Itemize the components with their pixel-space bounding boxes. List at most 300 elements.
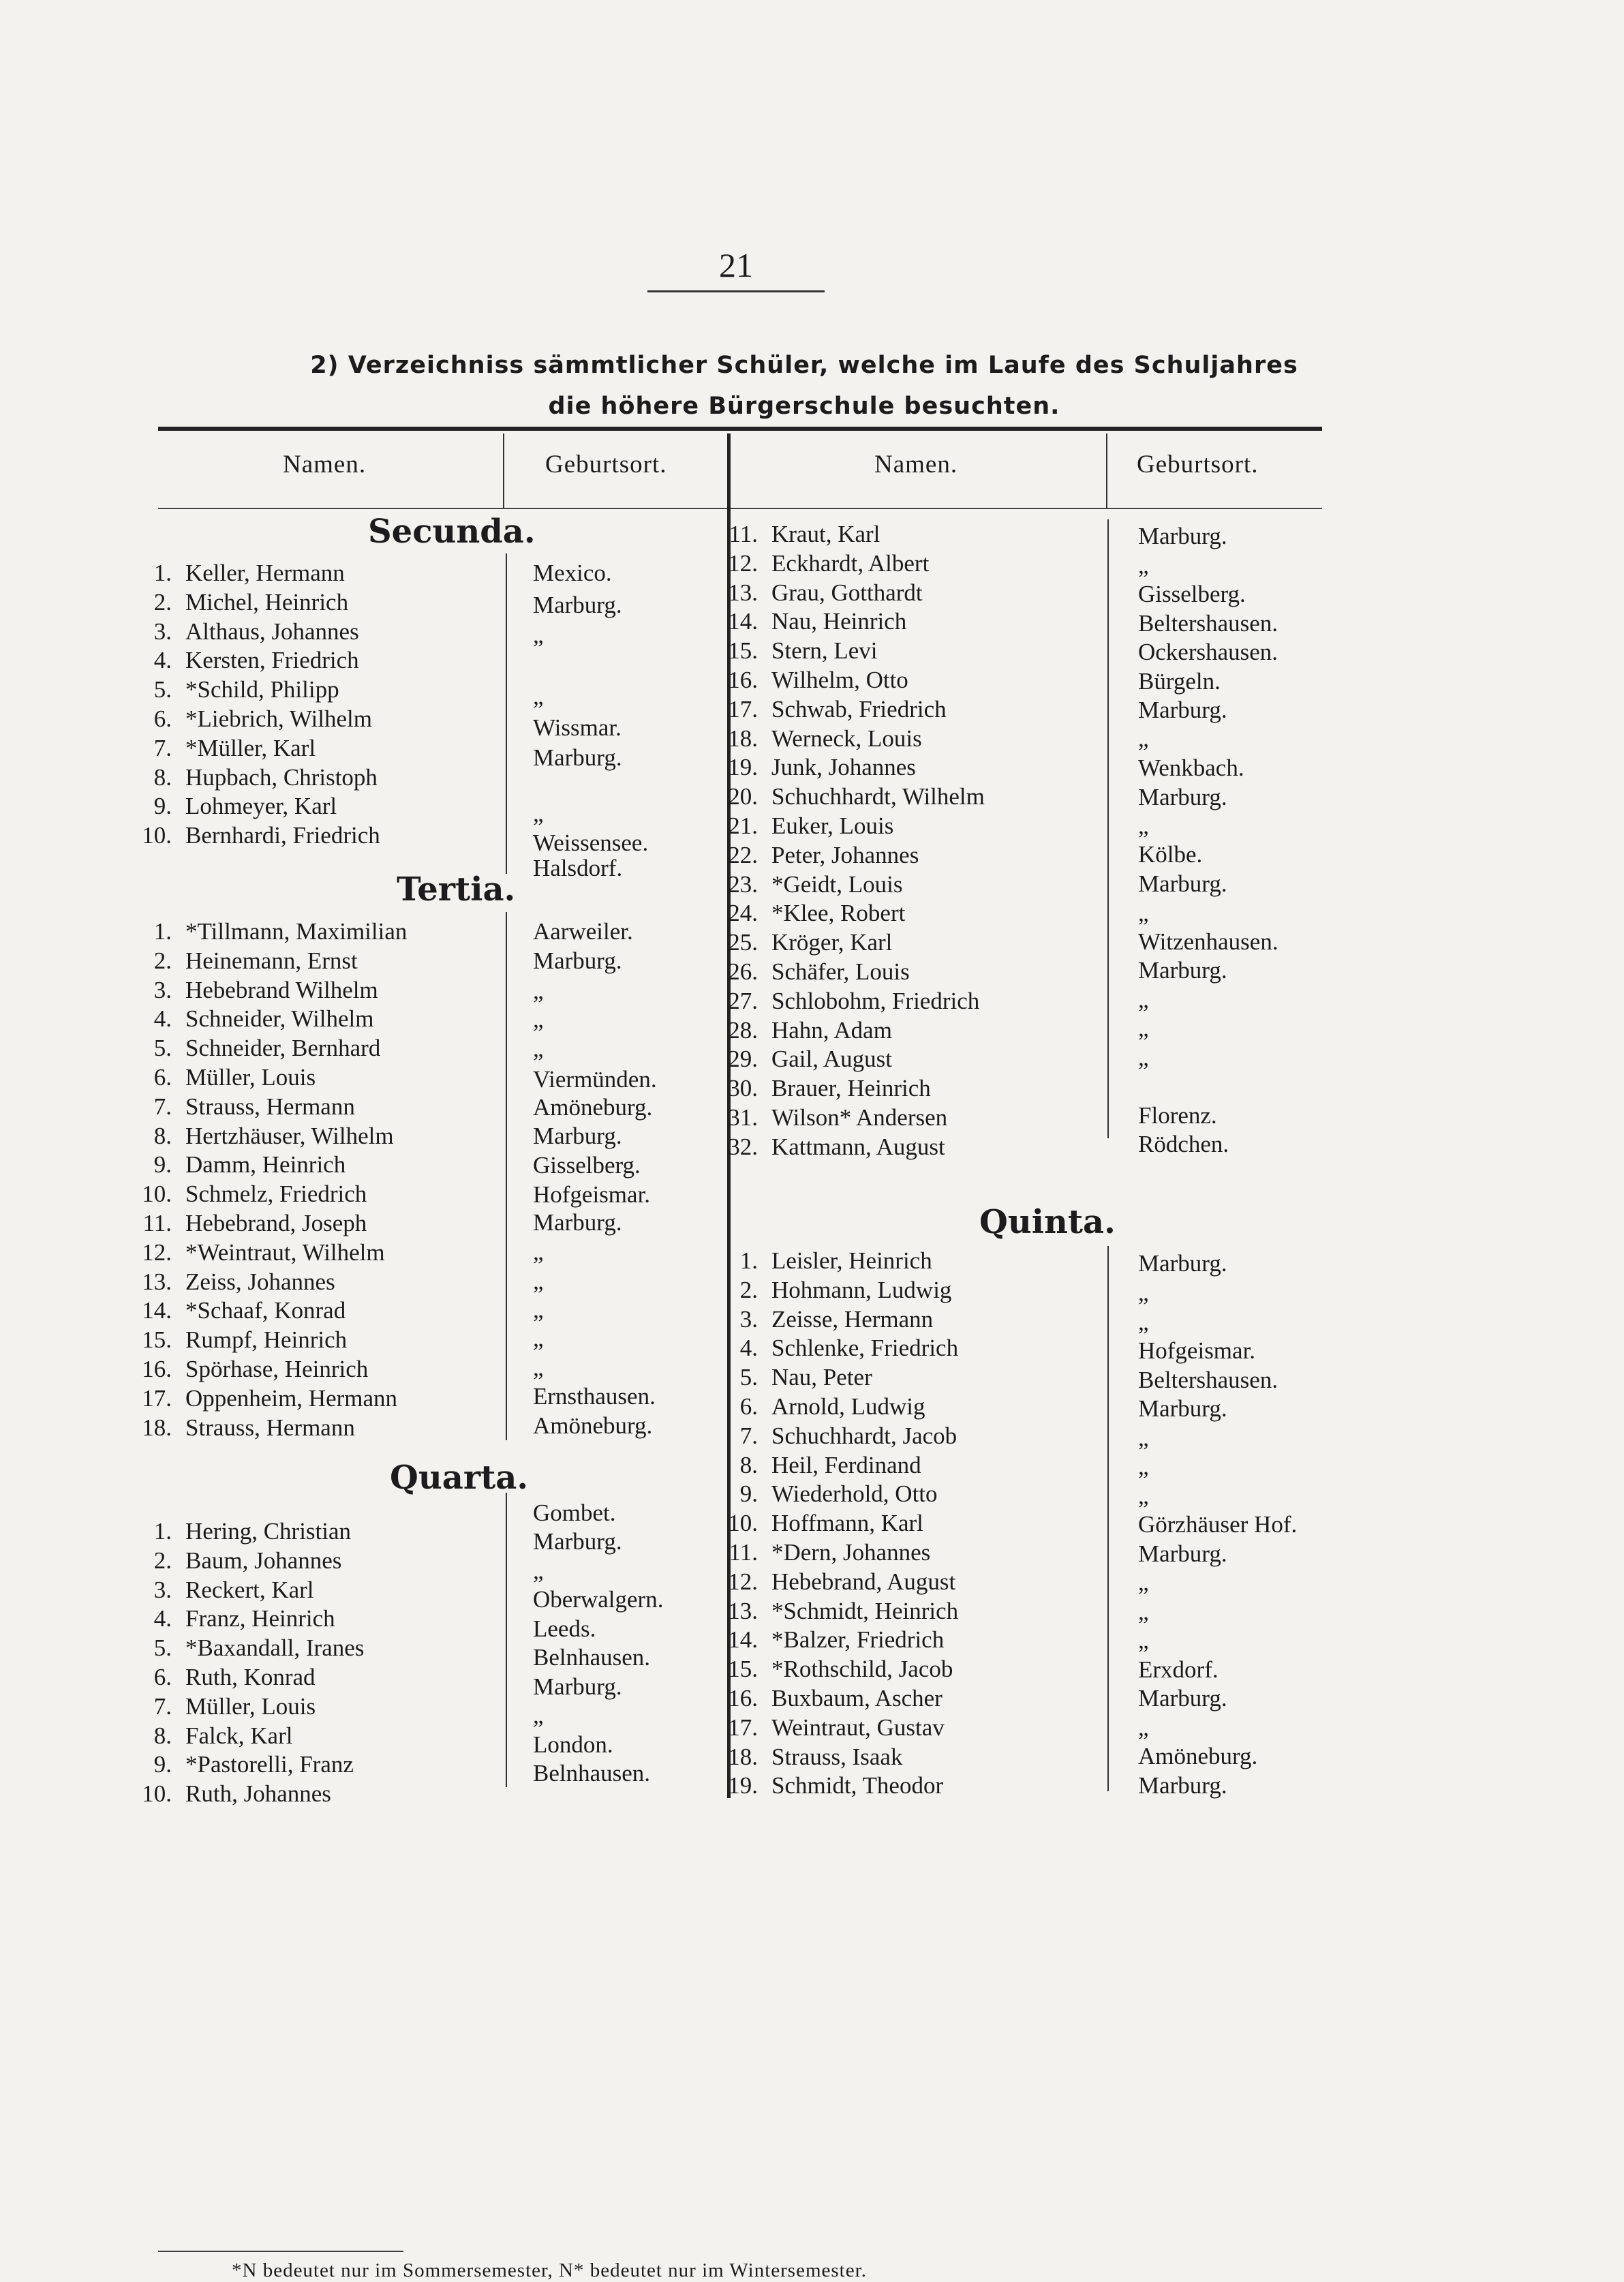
entry-number: 10. [728, 1510, 758, 1537]
quarta-place-divider [506, 1493, 507, 1787]
list-item [709, 549, 1090, 578]
section-title-secunda: Secunda. [368, 513, 536, 551]
footnote: *N bedeutet nur im Sommersemester, N* bedeutet nur im Wintersemester. [232, 2260, 867, 2281]
student-name: Leisler, Heinrich [771, 1247, 932, 1274]
list-item [709, 519, 1090, 549]
birthplace: Marburg. [1138, 1540, 1227, 1567]
list-item [123, 1750, 504, 1779]
list-item [709, 1392, 1090, 1421]
birthplace: Görzhäuser Hof. [1138, 1511, 1298, 1538]
entry-number: 30. [728, 1075, 758, 1102]
birthplace: „ [1138, 1044, 1149, 1071]
entry-number: 3. [739, 1305, 758, 1333]
student-name: Schlenke, Friedrich [771, 1335, 959, 1362]
list-item [709, 957, 1090, 986]
list-item [709, 870, 1090, 899]
birthplace: Marburg. [1138, 957, 1227, 984]
entry-number: 19. [728, 754, 758, 781]
list-item [123, 975, 504, 1005]
list-item [709, 1684, 1090, 1713]
list-item [709, 695, 1090, 724]
entry-number: 17. [728, 695, 758, 722]
list-item [709, 1275, 1090, 1305]
list-item [709, 782, 1090, 811]
student-name: Junk, Johannes [771, 754, 916, 781]
student-name: *Balzer, Friedrich [771, 1626, 945, 1654]
list-item [709, 1132, 1090, 1161]
entry-number: 8. [739, 1451, 758, 1478]
list-item [709, 1450, 1090, 1480]
entry-number: 3. [153, 618, 172, 645]
birthplace: Marburg. [1138, 1395, 1227, 1422]
student-name: Arnold, Ludwig [771, 1393, 925, 1420]
entry-number: 14. [728, 1626, 758, 1654]
birthplace: Marburg. [533, 592, 622, 618]
student-name: Strauss, Isaak [771, 1743, 903, 1770]
entry-number: 5. [153, 676, 172, 703]
entry-number: 6. [153, 1664, 172, 1690]
list-item [123, 1325, 504, 1354]
list-item [123, 1779, 504, 1808]
right-name-header: Namen. [874, 451, 958, 478]
entry-number: 8. [153, 1122, 172, 1149]
list-item [123, 917, 504, 946]
list-item [123, 1517, 504, 1546]
birthplace: „ [1138, 1279, 1149, 1306]
student-name: Hahn, Adam [771, 1016, 892, 1044]
list-item [123, 1092, 504, 1121]
section-title-tertia: Tertia. [397, 870, 516, 909]
entry-number: 15. [728, 1656, 758, 1683]
list-item [123, 733, 504, 763]
birthplace: Beltershausen. [1138, 610, 1278, 637]
entry-number: 16. [728, 1685, 758, 1712]
student-name: Bernhardi, Friedrich [185, 822, 380, 849]
birthplace: Marburg. [1138, 697, 1227, 723]
birthplace: „ [533, 1268, 544, 1294]
student-name: Grau, Gotthardt [771, 579, 923, 606]
student-name: Nau, Peter [771, 1364, 872, 1391]
student-name: Hoffmann, Karl [771, 1510, 923, 1537]
entry-number: 2. [739, 1276, 758, 1303]
birthplace: Ockershausen. [1138, 639, 1278, 665]
list-item [123, 1063, 504, 1092]
list-item [123, 1546, 504, 1575]
section-title-quinta: Quinta. [979, 1203, 1116, 1241]
birthplace: „ [1138, 1569, 1149, 1596]
birthplace: Rödchen. [1138, 1131, 1229, 1157]
list-item [709, 1538, 1090, 1567]
list-item [709, 1625, 1090, 1654]
student-name: Reckert, Karl [185, 1576, 314, 1603]
student-name: Althaus, Johannes [185, 618, 359, 645]
entry-number: 8. [153, 1722, 172, 1749]
birthplace: Erxdorf. [1138, 1656, 1219, 1683]
birthplace: Marburg. [1138, 523, 1227, 549]
entry-number: 26. [728, 958, 758, 985]
student-name: Schneider, Wilhelm [185, 1005, 374, 1033]
birthplace: „ [533, 1006, 544, 1033]
birthplace: Amöneburg. [533, 1412, 653, 1439]
student-name: *Rothschild, Jacob [771, 1656, 953, 1683]
entry-number: 11. [729, 1539, 758, 1566]
entry-number: 18. [728, 725, 758, 752]
entry-number: 23. [728, 870, 758, 898]
birthplace: Beltershausen. [1138, 1367, 1278, 1393]
heading-line-1: 2) Verzeichniss sämmtlicher Schüler, welche im Laufe des Schuljahres [310, 352, 1298, 379]
tertia-place-divider [506, 912, 507, 1440]
entry-number: 2. [153, 588, 172, 615]
birthplace: Leeds. [533, 1615, 596, 1642]
entry-number: 7. [739, 1422, 758, 1449]
left-header-divider [503, 433, 504, 508]
list-item [123, 704, 504, 733]
student-name: Schuchhardt, Jacob [771, 1422, 957, 1449]
birthplace: „ [1138, 1453, 1149, 1480]
student-name: Brauer, Heinrich [771, 1075, 931, 1102]
birthplace: Kölbe. [1138, 841, 1203, 868]
birthplace: „ [533, 1325, 544, 1352]
entry-number: 10. [142, 1181, 172, 1208]
birthplace: „ [1138, 1482, 1149, 1509]
student-name: Kattmann, August [771, 1133, 945, 1160]
student-name: Hohmann, Ludwig [771, 1276, 952, 1303]
quinta-place-divider [1107, 1246, 1109, 1791]
student-name: Stern, Levi [771, 637, 878, 665]
birthplace: Oberwalgern. [533, 1586, 664, 1613]
birthplace: Marburg. [1138, 870, 1227, 897]
entry-number: 17. [142, 1384, 172, 1412]
list-item [123, 1354, 504, 1384]
birthplace: „ [1138, 1627, 1149, 1654]
entry-number: 13. [728, 579, 758, 606]
student-name: Gail, August [771, 1046, 892, 1073]
birthplace: Marburg. [1138, 1772, 1227, 1799]
entry-number: 11. [142, 1210, 172, 1236]
entry-number: 7. [153, 1093, 172, 1120]
student-name: Schwab, Friedrich [771, 695, 947, 722]
list-item [709, 1567, 1090, 1596]
entry-number: 9. [153, 1751, 172, 1778]
list-item [123, 1296, 504, 1325]
birthplace: Amöneburg. [1138, 1743, 1258, 1769]
entry-number: 1. [153, 918, 172, 945]
entry-number: 10. [142, 822, 172, 849]
student-name: Müller, Louis [185, 1692, 316, 1720]
birthplace: Halsdorf. [533, 855, 623, 881]
student-name: Wiederhold, Otto [771, 1480, 938, 1508]
student-name: Hertzhäuser, Wilhelm [185, 1122, 394, 1149]
student-name: Zeiss, Johannes [185, 1268, 335, 1295]
student-name: Ruth, Johannes [185, 1780, 331, 1808]
birthplace: „ [1138, 1598, 1149, 1625]
birthplace: Marburg. [533, 947, 622, 974]
entry-number: 11. [729, 521, 758, 547]
birthplace: „ [1138, 1425, 1149, 1451]
student-name: Strauss, Hermann [185, 1414, 355, 1441]
list-item [123, 763, 504, 792]
entry-number: 12. [728, 1568, 758, 1595]
list-item [123, 1575, 504, 1604]
birthplace: London. [533, 1731, 613, 1758]
list-item [709, 1246, 1090, 1275]
birthplace: Gisselberg. [533, 1152, 641, 1178]
birthplace: Marburg. [533, 1209, 622, 1236]
student-name: Kröger, Karl [771, 929, 893, 956]
birthplace: Marburg. [533, 1123, 622, 1149]
birthplace: Wenkbach. [1138, 755, 1244, 781]
student-name: Strauss, Hermann [185, 1093, 355, 1120]
entry-number: 31. [728, 1104, 758, 1131]
birthplace: „ [533, 622, 544, 648]
header-bottom-rule [158, 508, 1322, 509]
student-name: Peter, Johannes [771, 841, 919, 868]
list-item [709, 1508, 1090, 1538]
entry-number: 1. [153, 1518, 172, 1545]
entry-number: 6. [153, 705, 172, 732]
list-item [123, 1662, 504, 1692]
entry-number: 2. [153, 947, 172, 974]
student-name: Zeisse, Hermann [771, 1305, 934, 1333]
birthplace: „ [533, 1035, 544, 1062]
list-item [709, 665, 1090, 695]
student-name: Wilson* Andersen [771, 1104, 948, 1131]
entry-number: 1. [739, 1247, 758, 1274]
entry-number: 5. [153, 1634, 172, 1662]
birthplace: „ [533, 1238, 544, 1265]
student-name: *Schild, Philipp [185, 676, 339, 703]
birthplace: „ [533, 977, 544, 1004]
entry-number: 8. [153, 763, 172, 791]
entry-number: 18. [142, 1414, 172, 1441]
student-name: Damm, Heinrich [185, 1151, 346, 1178]
birthplace: „ [1138, 725, 1149, 752]
student-name: Müller, Louis [185, 1064, 316, 1091]
student-name: Keller, Hermann [185, 560, 345, 586]
birthplace: Mexico. [533, 560, 612, 586]
entry-number: 29. [728, 1046, 758, 1073]
birthplace: „ [1138, 1309, 1149, 1335]
entry-number: 14. [728, 608, 758, 635]
birthplace: „ [1138, 986, 1149, 1013]
entry-number: 6. [739, 1393, 758, 1420]
student-name: *Weintraut, Wilhelm [185, 1238, 385, 1266]
list-item [709, 928, 1090, 957]
birthplace: „ [1138, 1015, 1149, 1041]
list-item [709, 840, 1090, 870]
birthplace: Bürgeln. [1138, 668, 1221, 695]
birthplace: Witzenhausen. [1138, 928, 1278, 955]
birthplace: Weissensee. [533, 830, 649, 856]
student-name: Baum, Johannes [185, 1547, 342, 1574]
entry-number: 4. [153, 1005, 172, 1033]
birthplace: Florenz. [1138, 1102, 1217, 1129]
left-place-header: Geburtsort. [545, 451, 667, 478]
student-name: Hebebrand, August [771, 1568, 956, 1595]
student-name: Schuchhardt, Wilhelm [771, 783, 985, 810]
birthplace: Belnhausen. [533, 1644, 651, 1671]
secunda-place-divider [506, 553, 507, 874]
list-item [123, 617, 504, 646]
student-name: Nau, Heinrich [771, 608, 907, 635]
birthplace: „ [1138, 900, 1149, 926]
birthplace: „ [1138, 812, 1149, 839]
list-item [709, 898, 1090, 928]
list-item [709, 986, 1090, 1016]
entry-number: 28. [728, 1016, 758, 1044]
student-name: Schlobohm, Friedrich [771, 987, 980, 1014]
page-number: 21 [719, 246, 753, 284]
list-item [709, 752, 1090, 782]
birthplace: „ [1138, 1714, 1149, 1741]
entry-number: 3. [153, 1576, 172, 1603]
birthplace: „ [533, 683, 544, 710]
section-title-quarta: Quarta. [390, 1459, 529, 1497]
entry-number: 21. [728, 812, 758, 839]
list-item [709, 1479, 1090, 1508]
list-item [123, 1208, 504, 1238]
student-name: *Tillmann, Maximilian [185, 918, 408, 945]
birthplace: Marburg. [1138, 784, 1227, 810]
entry-number: 22. [728, 841, 758, 868]
entry-number: 10. [142, 1780, 172, 1808]
birthplace: Aarweiler. [533, 918, 633, 945]
birthplace: „ [1138, 552, 1149, 579]
student-name: *Schmidt, Heinrich [771, 1597, 959, 1624]
birthplace: Hofgeismar. [1138, 1337, 1256, 1364]
birthplace: Marburg. [533, 1528, 622, 1555]
entry-number: 16. [728, 667, 758, 693]
list-item [709, 1016, 1090, 1045]
list-item [709, 1044, 1090, 1074]
student-name: Falck, Karl [185, 1722, 293, 1749]
list-item [709, 1713, 1090, 1742]
entry-number: 13. [142, 1268, 172, 1295]
student-name: Euker, Louis [771, 812, 894, 839]
secunda-right-place-divider [1107, 519, 1109, 1138]
student-name: Hering, Christian [185, 1518, 352, 1545]
birthplace: Hofgeismar. [533, 1181, 651, 1208]
list-item [123, 821, 504, 850]
list-item [123, 645, 504, 675]
list-item [709, 1103, 1090, 1132]
student-name: *Klee, Robert [771, 900, 906, 927]
entry-number: 13. [728, 1597, 758, 1624]
entry-number: 15. [728, 637, 758, 665]
entry-number: 15. [142, 1326, 172, 1354]
list-item [123, 946, 504, 975]
entry-number: 32. [728, 1133, 758, 1160]
entry-number: 12. [728, 549, 758, 577]
list-item [123, 1692, 504, 1721]
student-name: *Baxandall, Iranes [185, 1634, 365, 1662]
birthplace: Viermünden. [533, 1066, 657, 1093]
student-name: Oppenheim, Hermann [185, 1384, 398, 1412]
entry-number: 6. [153, 1064, 172, 1091]
student-name: Schmelz, Friedrich [185, 1181, 367, 1208]
list-item [709, 1771, 1090, 1800]
right-place-header: Geburtsort. [1137, 451, 1259, 478]
entry-number: 9. [739, 1480, 758, 1508]
list-item [123, 588, 504, 617]
birthplace: Amöneburg. [533, 1094, 653, 1121]
student-name: Wilhelm, Otto [771, 667, 908, 693]
entry-number: 27. [728, 987, 758, 1014]
student-name: Kersten, Friedrich [185, 647, 359, 674]
student-name: Weintraut, Gustav [771, 1714, 945, 1741]
list-item [123, 1384, 504, 1413]
birthplace: „ [533, 1296, 544, 1323]
left-name-header: Namen. [283, 451, 367, 478]
birthplace: „ [533, 1557, 544, 1584]
student-name: Kraut, Karl [771, 521, 880, 547]
list-item [123, 1238, 504, 1267]
list-item [123, 1033, 504, 1063]
student-name: Schneider, Bernhard [185, 1035, 381, 1062]
page-heading [164, 345, 1445, 427]
student-name: *Dern, Johannes [771, 1539, 931, 1566]
list-item [709, 578, 1090, 607]
list-item [709, 636, 1090, 665]
student-name: Spörhase, Heinrich [185, 1356, 369, 1382]
entry-number: 2. [153, 1547, 172, 1574]
entry-number: 1. [153, 560, 172, 586]
student-name: *Geidt, Louis [771, 870, 903, 898]
student-name: Schäfer, Louis [771, 958, 910, 985]
right-header-divider [1106, 433, 1107, 508]
student-name: Heil, Ferdinand [771, 1451, 921, 1478]
student-name: Werneck, Louis [771, 725, 922, 752]
birthplace: „ [533, 1702, 544, 1729]
entry-number: 7. [153, 1692, 172, 1720]
student-name: Schmidt, Theodor [771, 1772, 944, 1799]
student-name: Lohmeyer, Karl [185, 793, 337, 820]
page-number-rule [647, 290, 825, 292]
entry-number: 9. [153, 793, 172, 820]
student-name: Hebebrand, Joseph [185, 1210, 367, 1236]
birthplace: Belnhausen. [533, 1760, 651, 1786]
student-name: Eckhardt, Albert [771, 549, 930, 577]
list-item [123, 1121, 504, 1151]
student-name: Rumpf, Heinrich [185, 1326, 348, 1354]
birthplace: Marburg. [533, 744, 622, 771]
entry-number: 18. [728, 1743, 758, 1770]
list-item [709, 1074, 1090, 1103]
list-item [709, 1421, 1090, 1450]
entry-number: 14. [142, 1297, 172, 1324]
student-name: Buxbaum, Ascher [771, 1685, 943, 1712]
list-item [123, 1267, 504, 1296]
student-name: *Müller, Karl [185, 734, 316, 761]
student-name: *Liebrich, Wilhelm [185, 705, 372, 732]
entry-number: 20. [728, 783, 758, 810]
list-item [709, 1742, 1090, 1771]
birthplace: Gisselberg. [1138, 581, 1246, 607]
student-name: Ruth, Konrad [185, 1664, 316, 1690]
list-item [123, 558, 504, 588]
entry-number: 4. [739, 1335, 758, 1362]
student-name: Hupbach, Christoph [185, 763, 378, 791]
birthplace: „ [533, 1354, 544, 1381]
birthplace: Marburg. [1138, 1685, 1227, 1712]
student-name: *Schaaf, Konrad [185, 1297, 346, 1324]
birthplace: „ [533, 800, 544, 827]
list-item [123, 791, 504, 821]
list-item [709, 1333, 1090, 1363]
list-item [709, 1596, 1090, 1626]
entry-number: 12. [142, 1238, 172, 1266]
list-item [123, 1413, 504, 1442]
